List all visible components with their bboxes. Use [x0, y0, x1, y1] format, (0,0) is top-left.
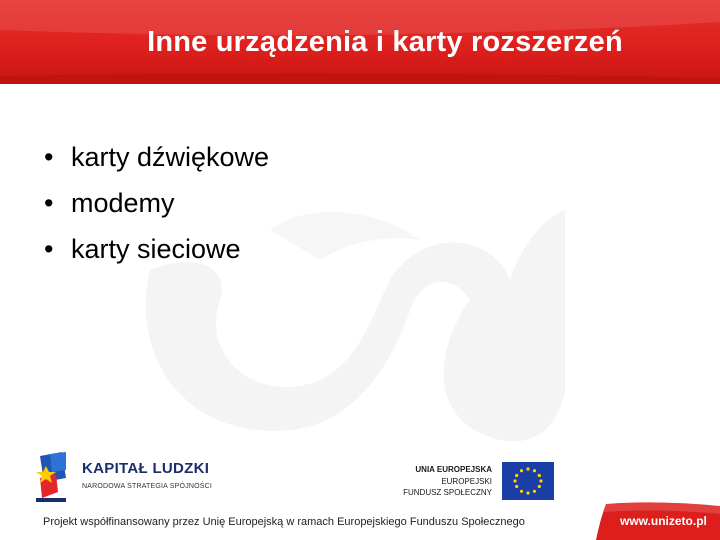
bullet-dot: • — [44, 142, 54, 172]
slide-title: Inne urządzenia i karty rozszerzeń — [147, 26, 623, 58]
website-link[interactable]: www.unizeto.pl — [620, 514, 707, 528]
bullet-dot: • — [44, 234, 54, 264]
bullet-dot: • — [44, 188, 54, 218]
bullet-item — [44, 226, 269, 272]
title-band — [0, 0, 720, 84]
kapital-ludzki-subtitle: NARODOWA STRATEGIA SPÓJNOŚCI — [82, 483, 213, 490]
bullet-item — [44, 134, 269, 180]
kapital-ludzki-emblem-icon — [36, 452, 80, 502]
bullet-item — [44, 180, 269, 226]
eu-line-3: FUNDUSZ SPOŁECZNY — [403, 488, 492, 497]
bullet-list — [44, 134, 269, 272]
bullet-text: karty dźwiękowe — [71, 142, 270, 172]
footer-note: Projekt współfinansowany przez Unię Europejską w ramach Europejskiego Funduszu Społecznego — [43, 516, 525, 528]
eu-flag-icon — [502, 462, 554, 500]
kapital-ludzki-logo — [36, 452, 236, 502]
bullet-text: modemy — [71, 188, 175, 218]
eu-logo — [398, 460, 558, 504]
eu-line-2: EUROPEJSKI — [441, 477, 492, 486]
eu-line-1: UNIA EUROPEJSKA — [415, 465, 492, 474]
bullet-text: karty sieciowe — [71, 234, 241, 264]
kapital-ludzki-name: KAPITAŁ LUDZKI — [82, 460, 210, 477]
